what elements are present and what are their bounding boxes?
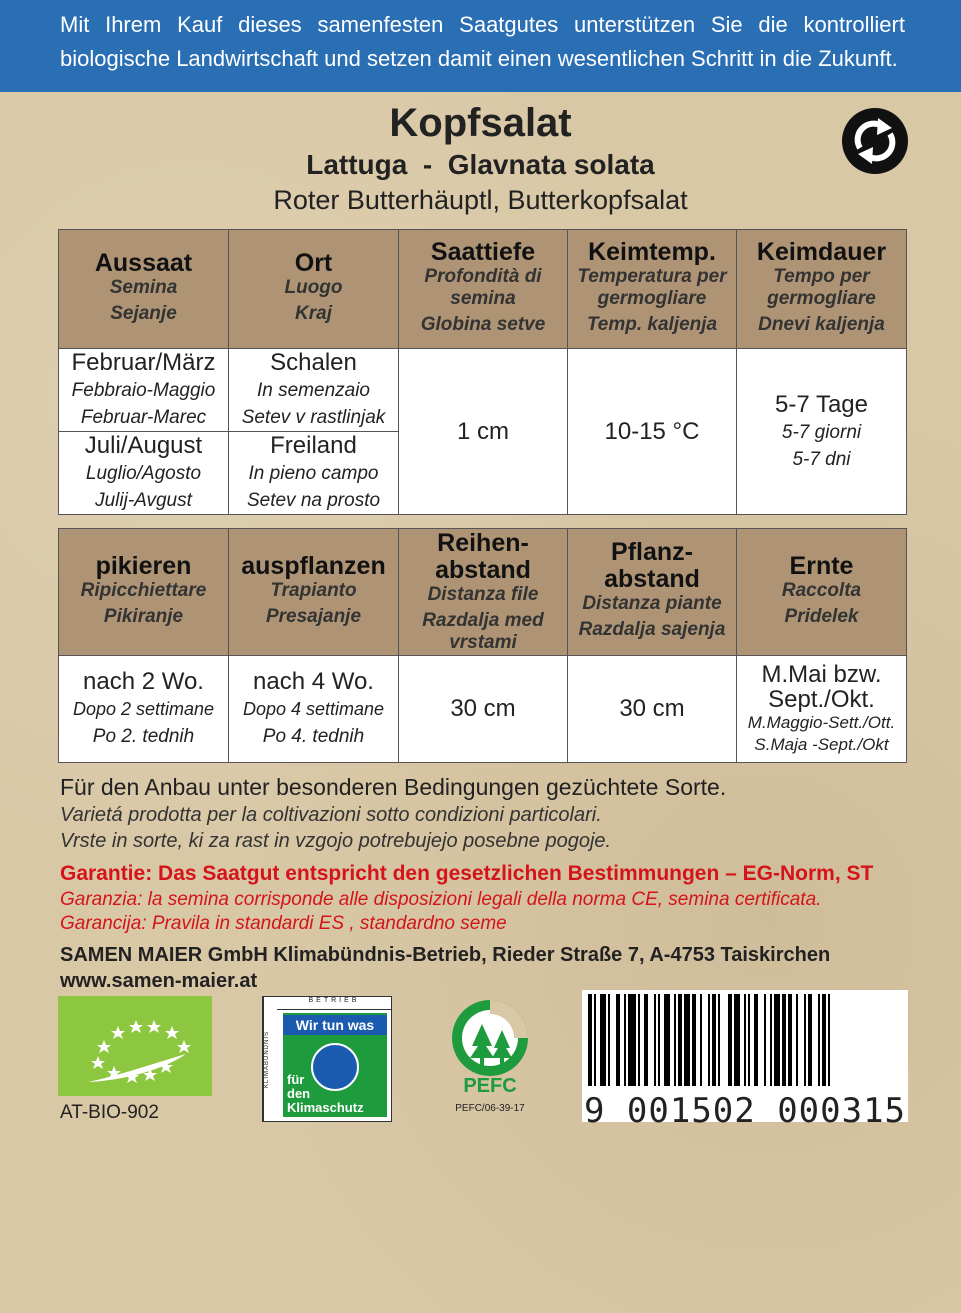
barcode-bar (808, 994, 812, 1086)
sowing-row-1 (59, 349, 907, 432)
barcode-bar (804, 994, 806, 1086)
barcode-bar (664, 994, 670, 1086)
pefc-wordmark: PEFC (463, 1075, 517, 1096)
product-variety: Roter Butterhäuptl, Butterkopfsalat (273, 185, 688, 215)
ort-freiland: Freiland In pieno campo Setev na prosto (229, 432, 399, 515)
company-address: SAMEN MAIER GmbH Klimabündnis-Betrieb, Rieder Straße 7, A-4753 Taiskirchen (60, 944, 831, 966)
barcode-bar (674, 994, 676, 1086)
barcode-bar (718, 994, 720, 1086)
pefc-tree-icon (440, 996, 540, 1096)
barcode-bar (764, 994, 766, 1086)
auspflanzen-value: nach 4 Wo. Dopo 4 settimane Po 4. tednih (229, 656, 399, 763)
barcode-bar (754, 994, 758, 1086)
barcode-bar (594, 994, 596, 1086)
saattiefe-value: 1 cm (399, 349, 568, 515)
keimdauer-value: 5-7 Tage 5-7 giorni 5-7 dni (737, 349, 907, 515)
barcode-bar (624, 994, 626, 1086)
guarantee-si: Garancija: Pravila in standardi ES , standardno seme (60, 913, 507, 934)
barcode-bar (822, 994, 826, 1086)
sowing-table (58, 229, 907, 515)
planting-row (59, 656, 907, 763)
company-website[interactable]: www.samen-maier.at (60, 970, 258, 992)
barcode-bars (582, 990, 908, 1090)
klimabuendnis-logo-icon (262, 996, 392, 1122)
barcode-bar (734, 994, 740, 1086)
eu-bio-code: AT-BIO-902 (60, 1102, 159, 1123)
barcode-bar (638, 994, 640, 1086)
barcode-bar (654, 994, 656, 1086)
ort-schalen: Schalen In semenzaio Setev v rastlinjak (229, 349, 399, 432)
aussaat-spring: Februar/März Febbraio-Maggio Februar-Marec (59, 349, 229, 432)
barcode-bar (616, 994, 620, 1086)
header-keimtemp: Keimtemp. Temperatura per germogliare Temp. kaljenja (568, 230, 737, 349)
note-it: Varietá prodotta per la coltivazioni sotto condizioni particolari. (60, 804, 602, 826)
header-pikieren: pikieren Ripicchiettare Pikiranje (59, 529, 229, 656)
note-de: Für den Anbau unter besonderen Bedingungen gezüchtete Sorte. (60, 774, 727, 800)
header-aussaat: Aussaat Semina Sejanje (59, 230, 229, 349)
header-auspflanzen: auspflanzen Trapianto Presajanje (229, 529, 399, 656)
header-keimdauer: Keimdauer Tempo per germogliare Dnevi kaljenja (737, 230, 907, 349)
barcode-bar (600, 994, 606, 1086)
header-ort: Ort Luogo Kraj (229, 230, 399, 349)
barcode-bar (588, 994, 592, 1086)
klima-top-label: BETRIEB (277, 997, 391, 1010)
klima-lines: für den Klimaschutz (287, 1072, 364, 1115)
barcode-bar (828, 994, 830, 1086)
pflanzabstand-value: 30 cm (568, 656, 737, 763)
ernte-value: M.Mai bzw. Sept./Okt. M.Maggio-Sett./Ott. S.Maja -Sept./Okt (737, 656, 907, 763)
reihenabstand-value: 30 cm (399, 656, 568, 763)
note-si: Vrste in sorte, ki za rast in vzgojo potrebujejo posebne pogoje. (60, 830, 612, 852)
info-banner (0, 0, 961, 92)
barcode-bar (782, 994, 786, 1086)
banner-text: Mit Ihrem Kauf dieses samenfesten Saatgutes unterstützen Sie die kontrolliert biologische Landwirtschaft und setzen damit einen wesentlichen Schritt in die Zukunft. (60, 12, 905, 71)
barcode-icon (582, 990, 908, 1131)
barcode-bar (788, 994, 792, 1086)
barcode-bar (658, 994, 660, 1086)
barcode-bar (712, 994, 716, 1086)
barcode-bar (748, 994, 750, 1086)
header-pflanzabstand: Pflanz-abstand Distanza piante Razdalja sajenja (568, 529, 737, 656)
klima-side-label: KLIMABÜNDNIS (263, 997, 278, 1121)
barcode-bar (744, 994, 746, 1086)
title-block (0, 98, 961, 218)
sowing-header-row (59, 230, 907, 349)
barcode-number: 9 001502 000315 (583, 1091, 907, 1131)
barcode-bar (700, 994, 702, 1086)
guarantee-de: Garantie: Das Saatgut entspricht den gesetzlichen Bestimmungen – EG-Norm, ST (60, 862, 874, 885)
barcode-bar (728, 994, 732, 1086)
klima-badge (283, 1013, 387, 1117)
barcode-bar (608, 994, 610, 1086)
barcode-bar (692, 994, 696, 1086)
planting-header-row (59, 529, 907, 656)
keimtemp-value: 10-15 °C (568, 349, 737, 515)
barcode-bar (708, 994, 710, 1086)
eu-organic-logo-icon (58, 996, 212, 1096)
guarantee-it: Garanzia: la semina corrisponde alle disposizioni legali della norma CE, semina certificata. (60, 889, 822, 910)
header-saattiefe: Saattiefe Profondità di semina Globina setve (399, 230, 568, 349)
klima-line1: Wir tun was (283, 1015, 387, 1035)
eu-leaf-stars-icon (58, 996, 212, 1096)
planting-table (58, 528, 907, 763)
header-reihenabstand: Reihen-abstand Distanza file Razdalja med vrstami (399, 529, 568, 656)
pikieren-value: nach 2 Wo. Dopo 2 settimane Po 2. tednih (59, 656, 229, 763)
barcode-bar (644, 994, 648, 1086)
pefc-code: PEFC/06-39-17 (455, 1103, 525, 1114)
notes-block (60, 772, 920, 994)
header-ernte: Ernte Raccolta Pridelek (737, 529, 907, 656)
barcode-bar (628, 994, 636, 1086)
aussaat-summer: Juli/August Luglio/Agosto Julij-Avgust (59, 432, 229, 515)
barcode-bar (770, 994, 772, 1086)
barcode-bar (796, 994, 798, 1086)
product-subtitle: Lattuga - Glavnata solata (306, 149, 655, 180)
recycle-icon (842, 108, 908, 174)
barcode-bar (774, 994, 780, 1086)
barcode-bar (684, 994, 690, 1086)
barcode-bar (818, 994, 820, 1086)
product-title: Kopfsalat (389, 101, 572, 145)
pefc-logo-icon (440, 996, 540, 1126)
barcode-bar (678, 994, 682, 1086)
